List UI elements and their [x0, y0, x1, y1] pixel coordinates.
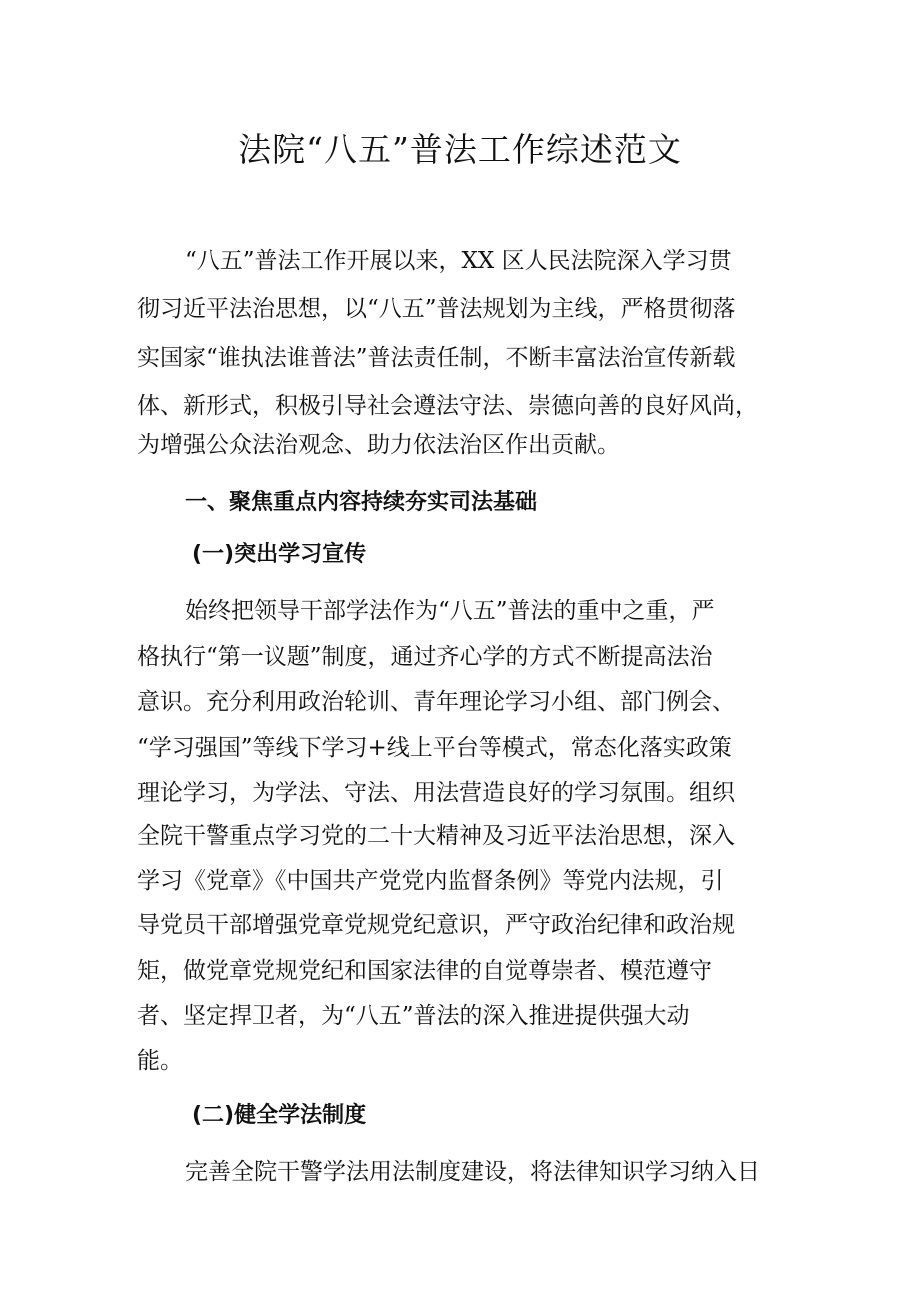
paragraph-line: 始终把领导干部学法作为“八五”普法的重中之重，严: [185, 598, 715, 624]
paragraph-line: 导党员干部增强党章党规党纪意识，严守政治纪律和政治规: [137, 912, 735, 938]
paragraph-line: 体、新形式，积极引导社会遵法守法、崇德向善的良好风尚，: [137, 393, 758, 419]
paragraph-line: 能。: [137, 1048, 183, 1074]
paragraph-line: 者、坚定捍卫者，为“八五”普法的深入推进提供强大动: [137, 1003, 690, 1029]
paragraph-line: “八五”普法工作开展以来，XX 区人民法院深入学习贯: [185, 248, 732, 274]
paragraph-line: 为增强公众法治观念、助力依法治区作出贡献。: [137, 432, 620, 458]
paragraph-line: 理论学习，为学法、守法、用法营造良好的学习氛围。组织: [137, 780, 735, 806]
paragraph-line: 实国家“谁执法谁普法”普法责任制，不断丰富法治宣传新载: [137, 345, 736, 371]
paragraph-line: “学习强国”等线下学习+线上平台等模式，常态化落实政策: [137, 735, 732, 761]
paragraph-line: 意识。充分利用政治轮训、青年理论学习小组、部门例会、: [137, 689, 735, 715]
section-heading: 一、聚焦重点内容持续夯实司法基础: [185, 490, 538, 515]
paragraph-line: 完善全院干警学法用法制度建设，将法律知识学习纳入日: [185, 1159, 760, 1185]
subsection-heading: (二)健全学法制度: [192, 1103, 367, 1128]
paragraph-line: 学习《党章》《中国共产党党内监督条例》等党内法规，引: [137, 868, 724, 894]
paragraph-line: 全院干警重点学习党的二十大精神及习近平法治思想，深入: [137, 823, 735, 849]
paragraph-line: 格执行“第一议题”制度，通过齐心学的方式不断提高法治: [137, 644, 713, 670]
subsection-heading: (一)突出学习宣传: [192, 542, 367, 567]
paragraph-line: 彻习近平法治思想，以“八五”普法规划为主线，严格贯彻落: [137, 296, 736, 322]
document-title: 法院“八五”普法工作综述范文: [238, 130, 682, 169]
paragraph-line: 矩，做党章党规党纪和国家法律的自觉尊崇者、模范遵守: [137, 958, 712, 984]
